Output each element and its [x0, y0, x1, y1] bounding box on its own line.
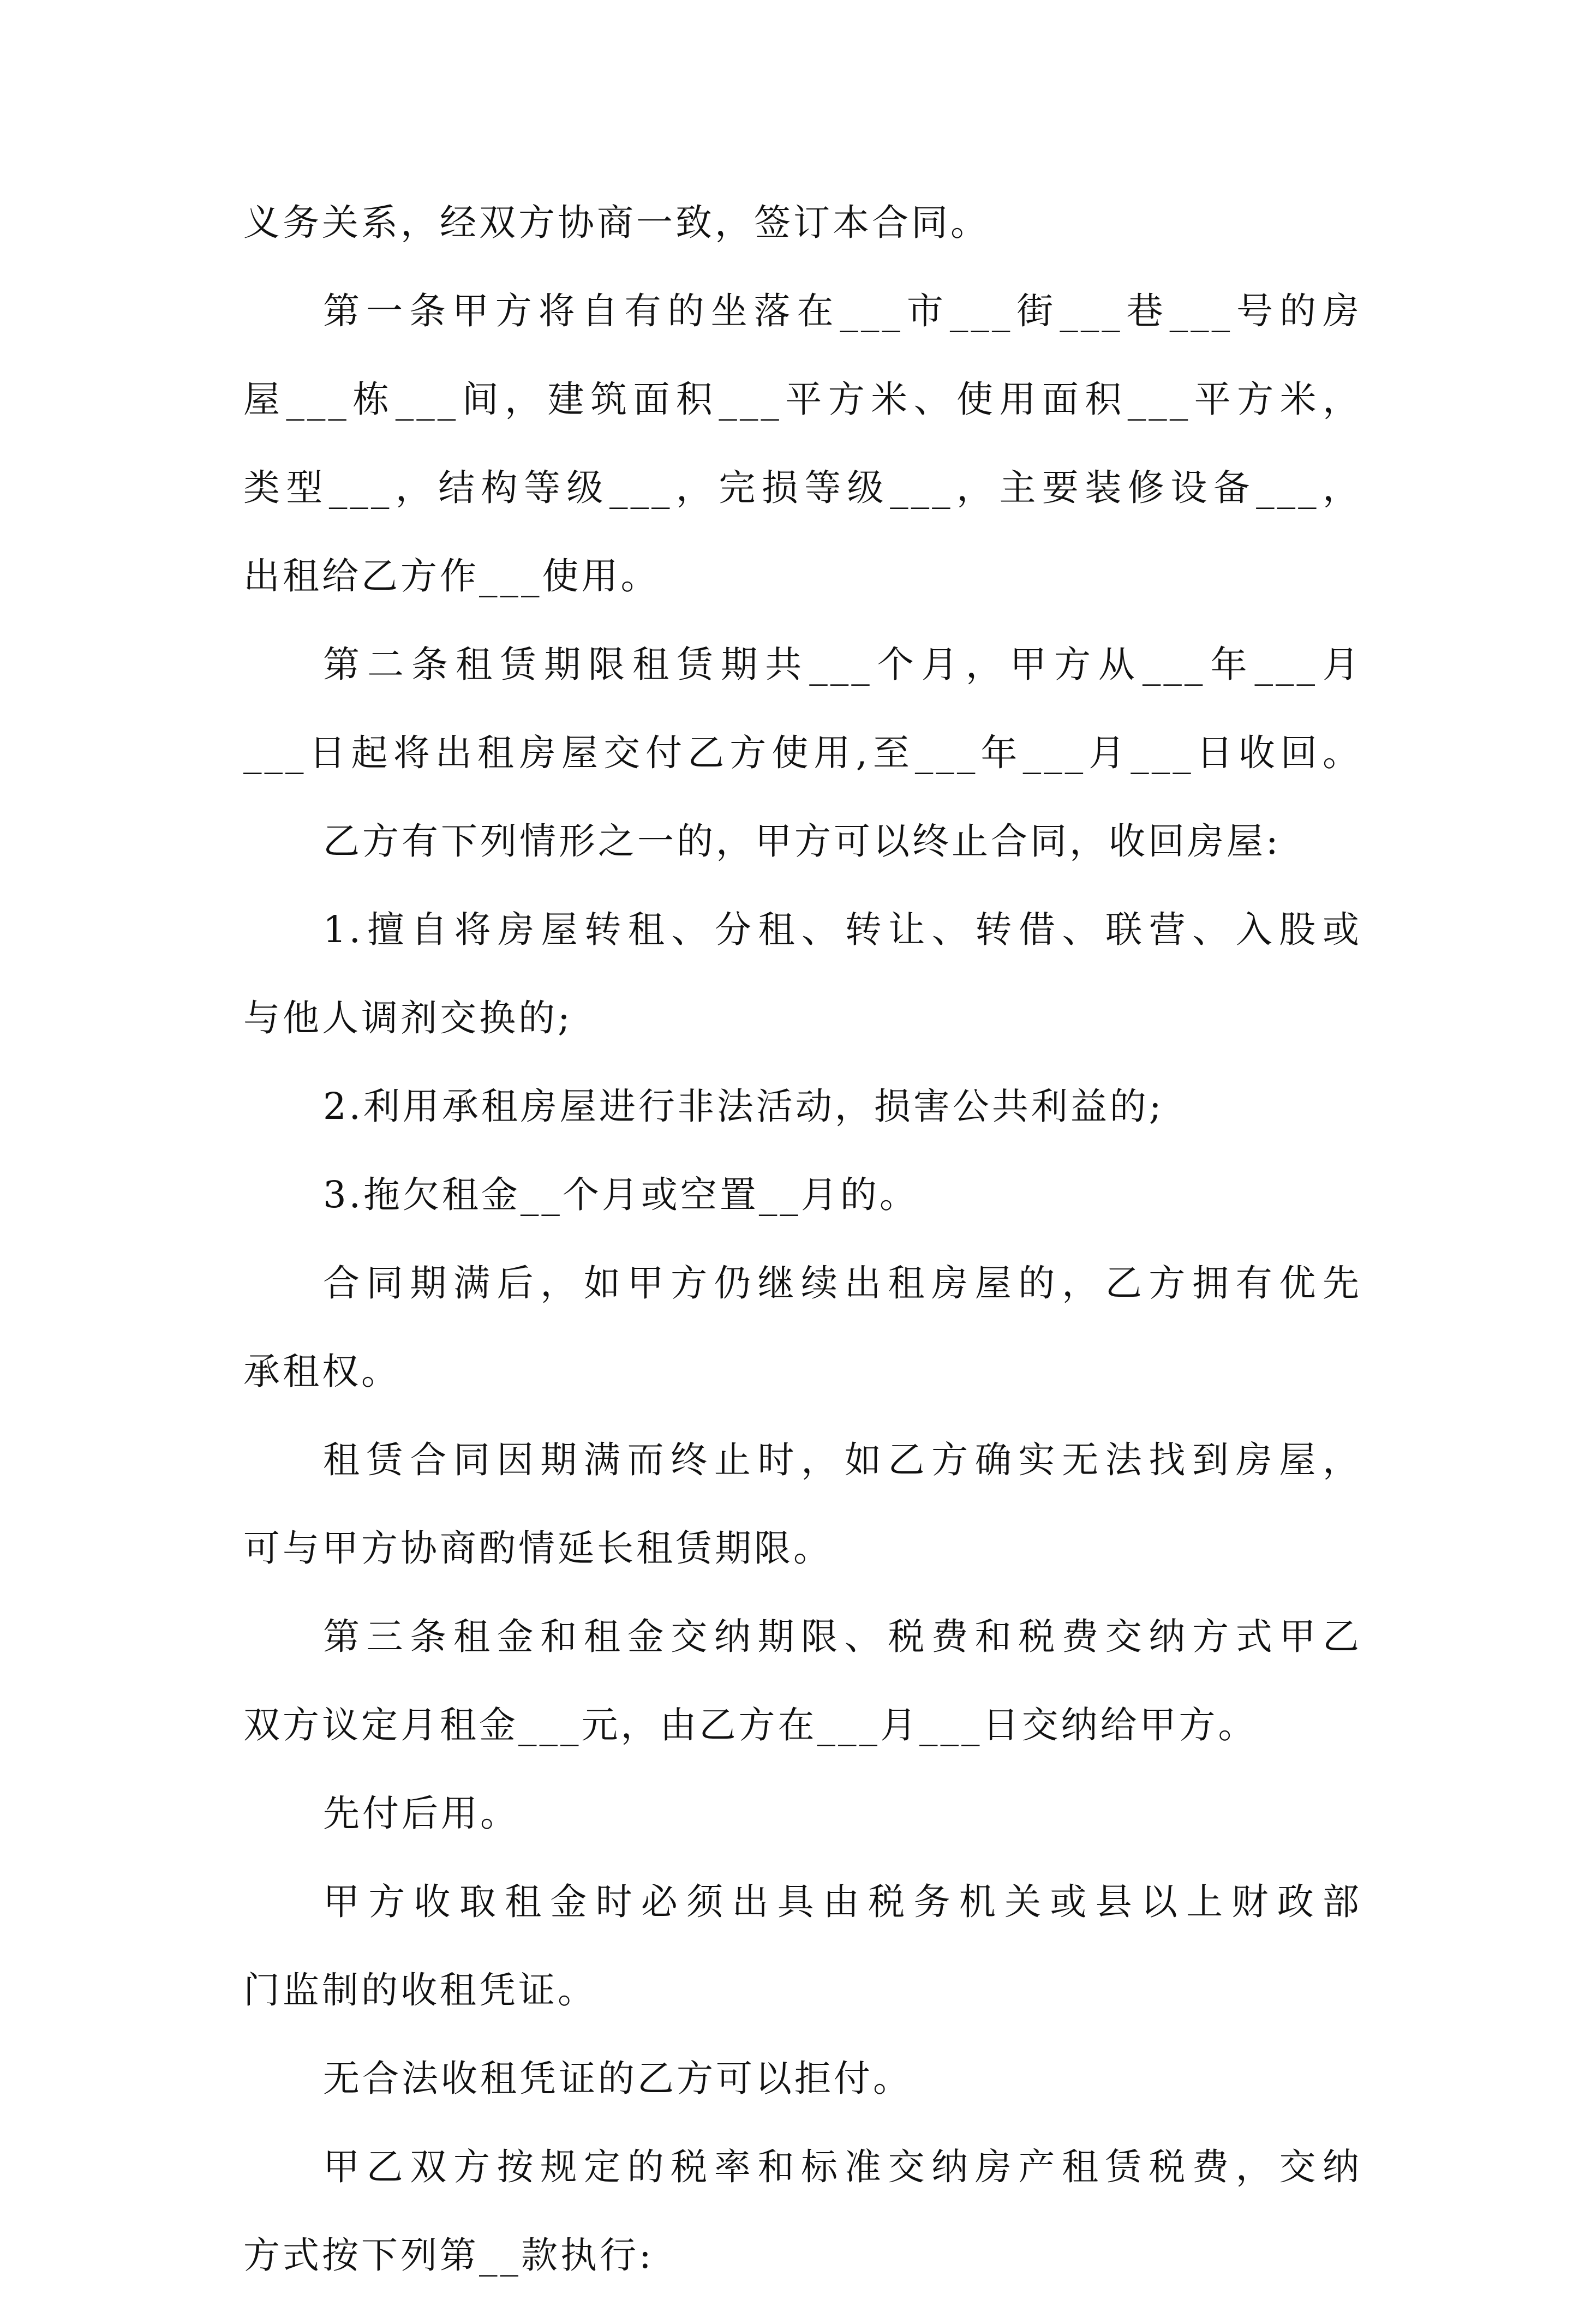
text-line: 方式按下列第__款执行: [243, 2234, 654, 2277]
text-line: 可与甲方协商酌情延长租赁期限。 [243, 1527, 833, 1570]
text-line: 第二条租赁期限租赁期共___个月，甲方从___年___月 [323, 643, 1362, 686]
document-body [243, 203, 1362, 2324]
text-line: 门监制的收租凭证。 [243, 1969, 597, 2011]
text-line: 出租给乙方作___使用。 [243, 555, 660, 597]
text-line: 租赁合同因期满而终止时，如乙方确实无法找到房屋， [323, 1439, 1362, 1481]
text-line: 2.利用承租房屋进行非法活动，损害公共利益的; [323, 1085, 1164, 1128]
text-line: 类型___，结构等级___，完损等级___，主要装修设备___， [243, 466, 1362, 509]
text-line: 双方议定月租金___元，由乙方在___月___日交纳给甲方。 [243, 1704, 1258, 1746]
text-line: 合同期满后，如甲方仍继续出租房屋的，乙方拥有优先 [323, 1262, 1362, 1304]
text-line: 屋___栋___间，建筑面积___平方米、使用面积___平方米， [243, 378, 1362, 421]
text-line: 承租权。 [243, 1350, 400, 1393]
text-line: 3.拖欠租金__个月或空置__月的。 [323, 1173, 919, 1216]
text-line: 与他人调剂交换的; [243, 997, 573, 1039]
text-line: 义务关系，经双方协商一致，签订本合同。 [243, 201, 990, 244]
text-line: 甲方收取租金时必须出具由税务机关或县以上财政部 [323, 1880, 1362, 1923]
text-line: 无合法收租凭证的乙方可以拒付。 [323, 2057, 912, 2100]
text-line: ___日起将出租房屋交付乙方使用,至___年___月___日收回。 [243, 732, 1362, 774]
text-line: 第三条租金和租金交纳期限、税费和税费交纳方式甲乙 [323, 1615, 1362, 1658]
text-line: 1.擅自将房屋转租、分租、转让、转借、联营、入股或 [323, 908, 1362, 951]
text-line: 甲乙双方按规定的税率和标准交纳房产租赁税费，交纳 [323, 2146, 1362, 2188]
text-line: 第一条甲方将自有的坐落在___市___街___巷___号的房 [323, 290, 1362, 332]
text-line: 乙方有下列情形之一的，甲方可以终止合同，收回房屋: [323, 820, 1281, 862]
text-line: 先付后用。 [323, 1792, 519, 1835]
